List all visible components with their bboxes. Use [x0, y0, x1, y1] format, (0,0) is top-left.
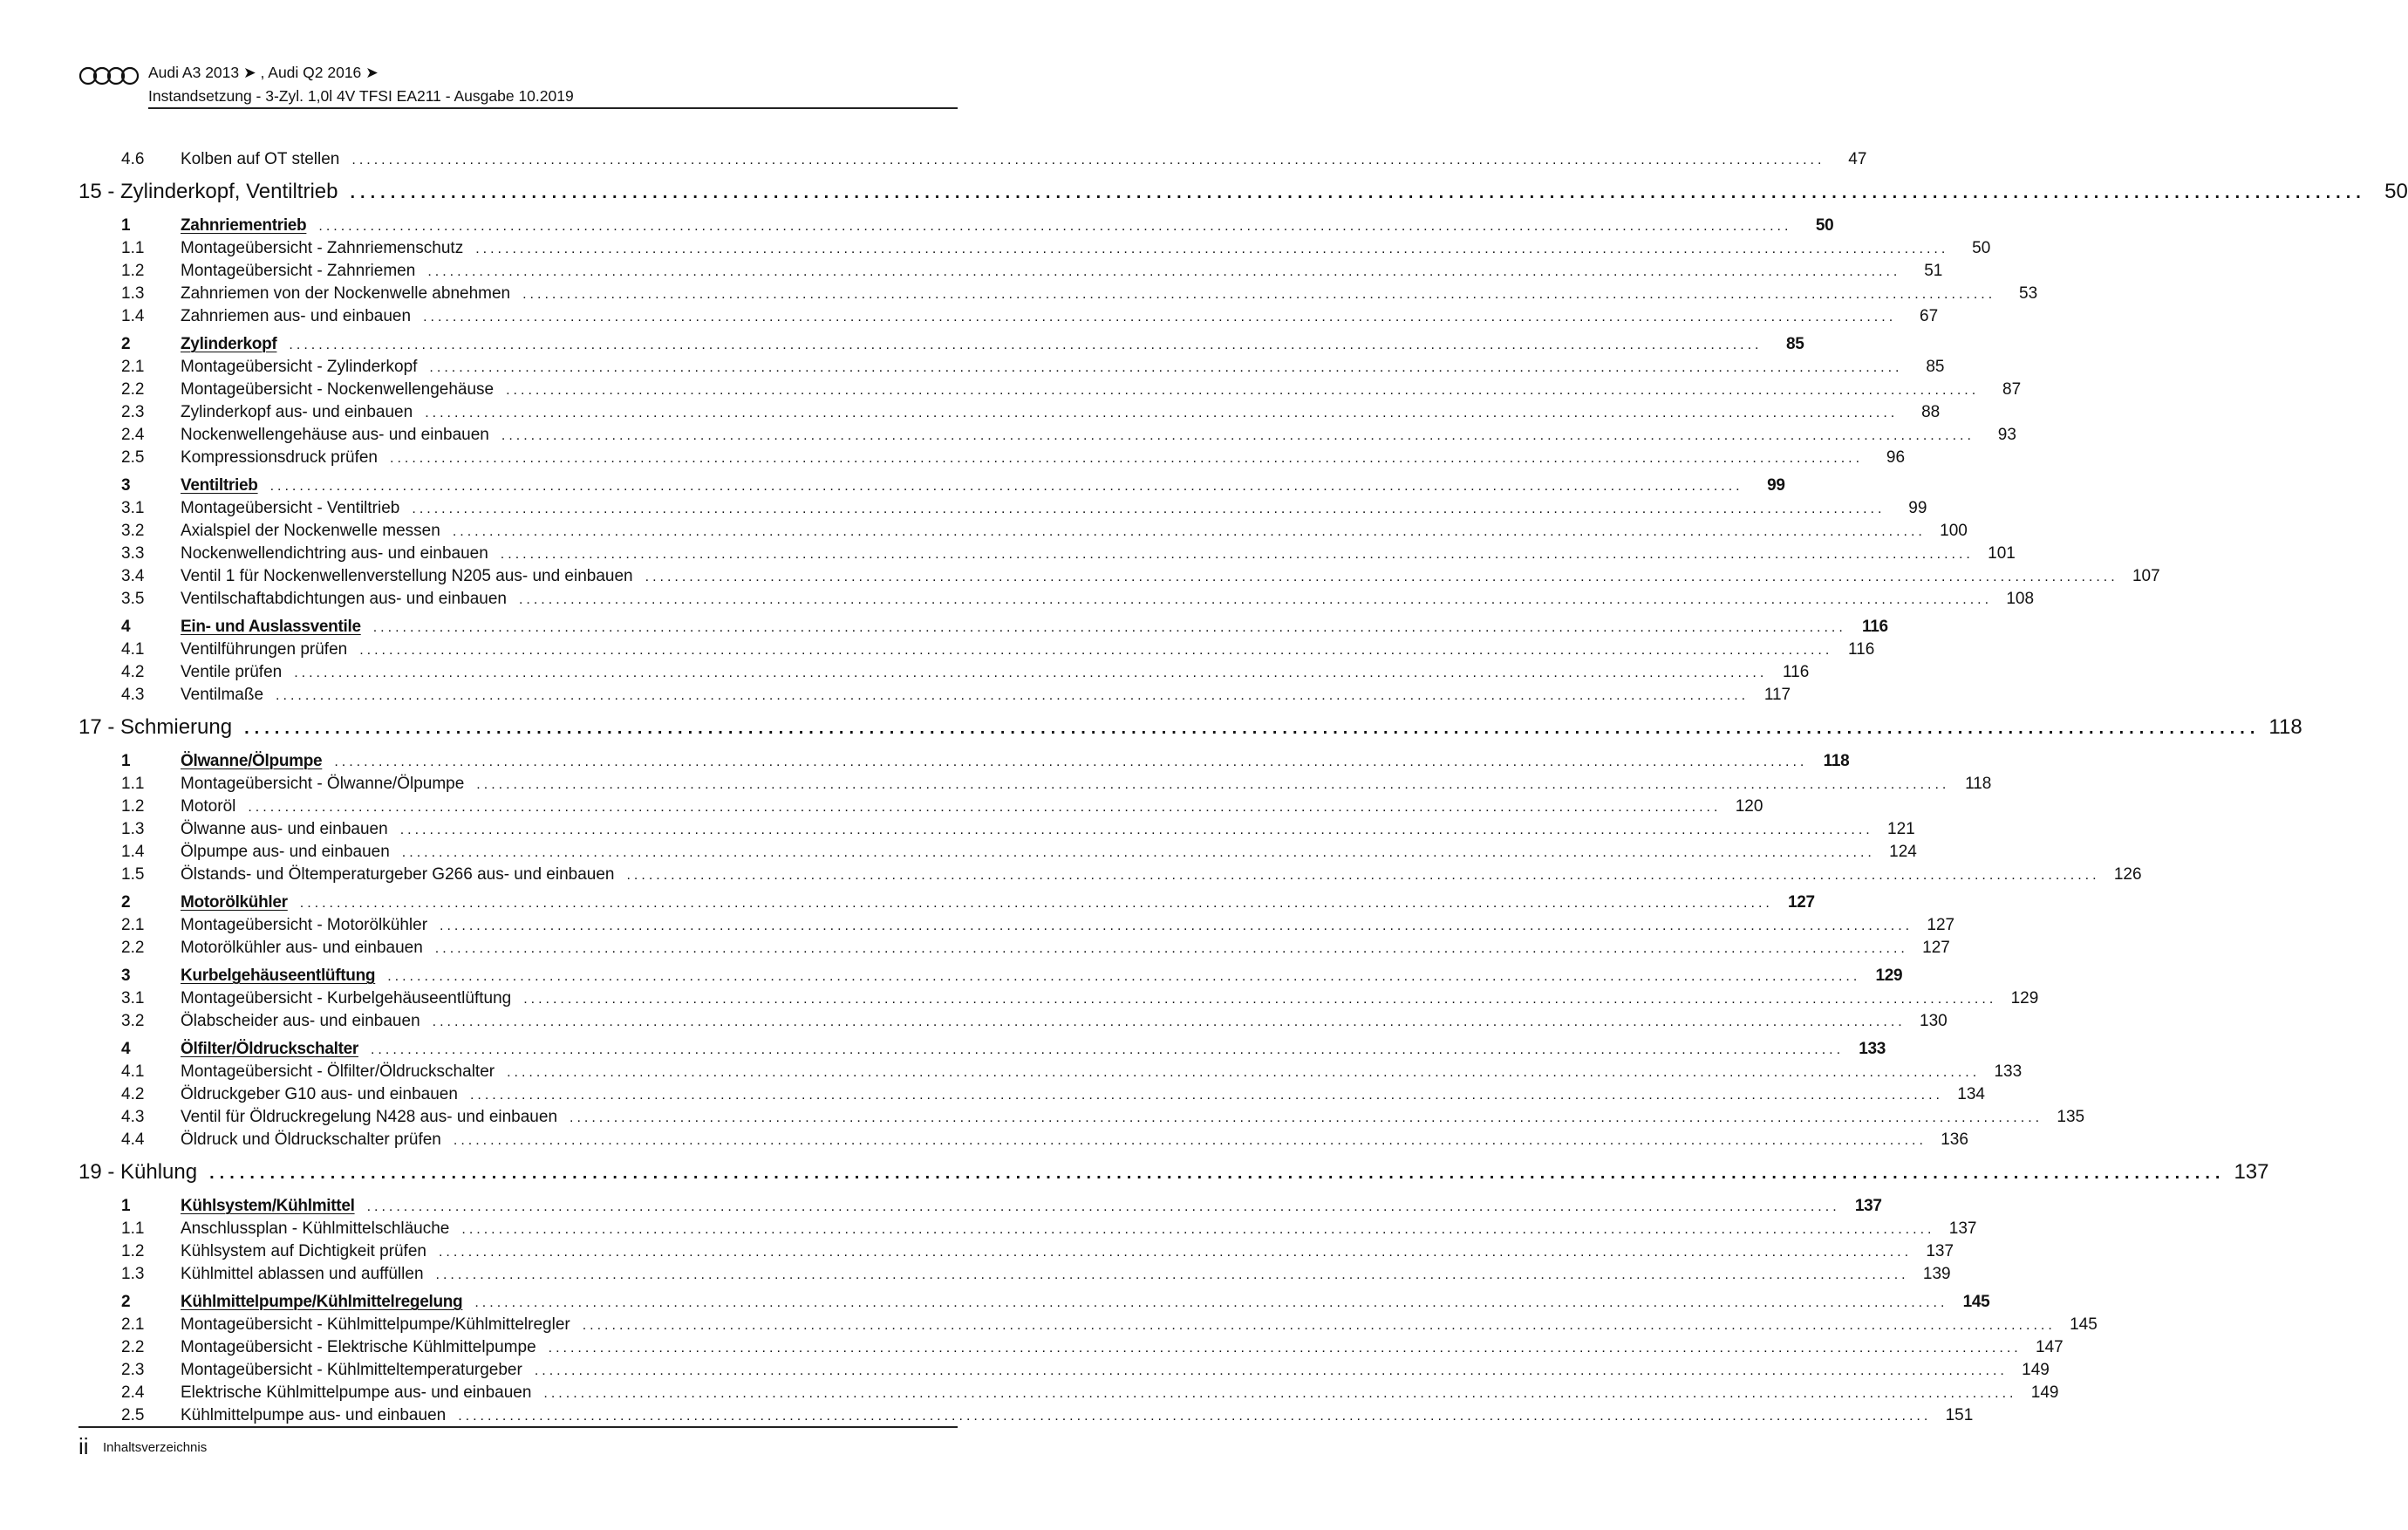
toc-entry-number: 2 — [121, 893, 131, 912]
toc-entry-page: 116 — [1847, 640, 1875, 659]
dot-leader: ........................................................................................................................................................................................................ — [501, 428, 1975, 443]
toc-entry-title: Kolben auf OT stellen — [181, 150, 340, 168]
toc-entry-page: 137 — [1854, 1197, 1882, 1215]
toc-entry-page: 47 — [1848, 150, 1867, 168]
toc-entry-number: 1 — [121, 1197, 131, 1215]
toc-entry-page: 53 — [2019, 284, 2038, 303]
toc-entry-page: 137 — [1926, 1242, 1954, 1260]
toc-entry-number: 3 — [121, 476, 131, 495]
dot-leader: ........................................................................................................................................................................................................ — [269, 479, 1743, 494]
toc-entry-page: 99 — [1767, 476, 1785, 495]
dot-leader: ........................................................................................................................................................................................................ — [645, 570, 2118, 584]
toc-entry-title: Ölstands- und Öltemperaturgeber G266 aus- und einbauen — [181, 865, 615, 884]
toc-entry[interactable] — [78, 1010, 1948, 1033]
toc-entry[interactable] — [78, 305, 1939, 328]
toc-entry-title: Montageübersicht - Elektrische Kühlmittelpumpe — [181, 1338, 536, 1356]
toc-entry[interactable] — [78, 661, 1810, 684]
toc-entry-number: 3.1 — [121, 989, 145, 1007]
toc-entry-page: 51 — [1924, 262, 1943, 280]
toc-entry-page: 50 — [1815, 216, 1834, 235]
footer-label: Inhaltsverzeichnis — [103, 1440, 208, 1455]
toc-entry-title: Öldruck und Öldruckschalter prüfen — [181, 1130, 441, 1149]
toc-section[interactable] — [78, 891, 1815, 914]
dot-leader: ........................................................................................................................................................................................................ — [425, 406, 1899, 420]
dot-leader: ........................................................................................................................................................................................................ — [582, 1318, 2056, 1333]
toc-entry-number: 3.2 — [121, 1012, 145, 1030]
toc-entry[interactable] — [78, 1336, 2064, 1359]
toc-entry-page: 133 — [1994, 1062, 2023, 1081]
toc-chapter[interactable] — [78, 174, 2408, 209]
toc-section[interactable] — [78, 215, 1834, 237]
toc-entry[interactable] — [78, 1083, 1985, 1106]
toc-entry-page: 133 — [1859, 1040, 1886, 1058]
toc-entry[interactable] — [78, 914, 1955, 937]
toc-entry-page: 85 — [1785, 335, 1804, 353]
dot-leader: ........................................................................................................................................................................................................ — [461, 1222, 1935, 1237]
toc-entry-title: Ölabscheider aus- und einbauen — [181, 1012, 420, 1030]
toc-chapter[interactable] — [78, 1155, 2269, 1190]
toc-entry-page: 126 — [2113, 865, 2142, 884]
toc-entry-number: 2.2 — [121, 1338, 145, 1356]
toc-entry-title: Ventile prüfen — [181, 663, 283, 681]
dot-leader: ........................................................................................................................................................................................................ — [429, 360, 1903, 375]
toc-entry[interactable] — [78, 565, 2160, 588]
toc-entry-page: 145 — [2070, 1315, 2098, 1334]
toc-entry[interactable] — [78, 401, 1941, 424]
toc-entry[interactable] — [78, 864, 2142, 886]
toc-entry-title: Zylinderkopf aus- und einbauen — [181, 403, 413, 421]
toc-entry-page: 118 — [2268, 715, 2302, 739]
toc-entry-title: Motoröl — [181, 797, 236, 816]
dot-leader: ........................................................................................................................................................................................................ — [399, 823, 1873, 837]
toc-entry-number: 1.5 — [121, 865, 145, 884]
toc-entry-title: Ventilmaße — [181, 686, 264, 704]
toc-entry-number: 1.2 — [121, 797, 145, 816]
toc-entry[interactable] — [78, 841, 1917, 864]
toc-entry-title: Kühlmittel ablassen und auffüllen — [181, 1265, 424, 1283]
toc-entry-number: 2.2 — [121, 380, 145, 399]
toc-entry[interactable] — [78, 356, 1945, 379]
toc-entry-title: Montageübersicht - Kühlmitteltemperaturgeber — [181, 1361, 522, 1379]
dot-leader: ........................................................................................................................................................................................................ — [412, 502, 1886, 516]
toc-entry[interactable] — [78, 1359, 2050, 1382]
toc-entry-title: Kurbelgehäuseentlüftung — [181, 966, 376, 985]
dot-leader: ........................................................................................................................................................................................................ — [299, 896, 1773, 911]
dot-leader: ........................................................................................................................................................................................................ — [435, 1267, 1909, 1282]
toc-entry-number: 3.5 — [121, 590, 145, 608]
toc-entry-page: 149 — [2022, 1361, 2050, 1379]
toc-entry-page: 87 — [2002, 380, 2022, 399]
dot-leader: ........................................................................................................................................................................................................ — [458, 1409, 1932, 1424]
toc-entry[interactable] — [78, 379, 2022, 401]
toc-entry-number: 2.5 — [121, 1406, 145, 1424]
toc-entry[interactable] — [78, 543, 2016, 565]
dot-leader: ........................................................................................................................................................................................................ — [351, 153, 1825, 167]
toc-entry-page: 137 — [1948, 1219, 1977, 1238]
dot-leader: ........................................................................................................................................................................................................ — [276, 688, 1750, 703]
toc-entry-number: 2.5 — [121, 448, 145, 467]
toc-entry-title: Ventiltrieb — [181, 476, 258, 495]
toc-entry-page: 137 — [2234, 1160, 2269, 1184]
toc-entry[interactable] — [78, 497, 1927, 520]
toc-entry-number: 2 — [121, 335, 131, 353]
toc-entry-number: 3.4 — [121, 567, 145, 585]
toc-entry[interactable] — [78, 237, 1991, 260]
toc-entry[interactable] — [78, 424, 2016, 447]
toc-entry-page: 118 — [1823, 752, 1850, 770]
toc-entry-title: Ventil 1 für Nockenwellenverstellung N205 aus- und einbauen — [181, 567, 633, 585]
dot-leader: ........................................................................................................................................................................................................ — [500, 547, 1974, 562]
dot-leader: ........................................................................................................................................................................................................ — [469, 1088, 1943, 1103]
toc-entry-title: Öldruckgeber G10 aus- und einbauen — [181, 1085, 458, 1103]
toc-entry-title: Zahnriemen von der Nockenwelle abnehmen — [181, 284, 511, 303]
toc-entry[interactable] — [78, 1061, 2023, 1083]
toc-entry-number: 3.3 — [121, 544, 145, 563]
toc-entry-page: 135 — [2057, 1108, 2085, 1126]
toc-entry[interactable] — [78, 818, 1915, 841]
toc-entry-number: 1.4 — [121, 307, 145, 325]
dot-leader: ........................................................................................................................................................................................................ — [401, 845, 1875, 860]
toc-entry-number: 3.1 — [121, 499, 145, 517]
toc-entry-number: 1.3 — [121, 284, 145, 303]
toc-entry-page: 101 — [1988, 544, 2016, 563]
dot-leader: ........................................................................................................................................................................................................ — [318, 219, 1792, 234]
toc-entry-number: 4 — [121, 618, 131, 636]
toc-entry-number: 4.3 — [121, 1108, 145, 1126]
toc-entry-page: 116 — [1862, 618, 1888, 636]
toc-entry-title: 17 - Schmierung — [78, 715, 233, 739]
dot-leader: ........................................................................................................................................................................................................ — [390, 451, 1864, 466]
toc-entry-title: Ein- und Auslassventile — [181, 618, 361, 636]
toc-entry-number: 1.1 — [121, 775, 145, 793]
toc-entry-number: 2.4 — [121, 426, 145, 444]
toc-entry-number: 4.1 — [121, 640, 145, 659]
dot-leader: ........................................................................................................................................................................................................ — [452, 524, 1926, 539]
toc-entry-number: 1.2 — [121, 1242, 145, 1260]
toc-entry-page: 118 — [1965, 775, 1992, 793]
toc-section[interactable] — [78, 475, 1785, 497]
dot-leader: ........................................................................................................................................................................................................ — [244, 719, 2261, 738]
toc-section[interactable] — [78, 1195, 1882, 1218]
toc-entry-title: Montageübersicht - Zylinderkopf — [181, 358, 418, 376]
toc-section[interactable] — [78, 333, 1804, 356]
dot-leader: ........................................................................................................................................................................................................ — [248, 800, 1722, 815]
toc-entry-number: 2.1 — [121, 916, 145, 934]
toc-entry-title: Motorölkühler — [181, 893, 288, 912]
toc-entry-page: 93 — [1997, 426, 2016, 444]
dot-leader: ........................................................................................................................................................................................................ — [370, 1042, 1845, 1057]
toc-entry-number: 2 — [121, 1293, 131, 1311]
toc-entry[interactable] — [78, 1129, 1968, 1151]
dot-leader: ........................................................................................................................................................................................................ — [294, 666, 1768, 680]
dot-leader: ........................................................................................................................................................................................................ — [289, 338, 1763, 352]
toc-entry-number: 4.2 — [121, 663, 145, 681]
toc-entry-page: 121 — [1887, 820, 1915, 838]
toc-entry-number: 4.4 — [121, 1130, 145, 1149]
toc-chapter[interactable] — [78, 710, 2302, 745]
toc-entry-number: 4.2 — [121, 1085, 145, 1103]
dot-leader: ........................................................................................................................................................................................................ — [548, 1341, 2022, 1356]
toc-entry-page: 124 — [1889, 843, 1917, 861]
toc-entry-number: 2.4 — [121, 1383, 145, 1402]
toc-entry-number: 3 — [121, 966, 131, 985]
toc-entry-title: Montageübersicht - Kühlmittelpumpe/Kühlmittelregler — [181, 1315, 570, 1334]
toc-entry[interactable] — [78, 1263, 1951, 1286]
dot-leader: ........................................................................................................................................................................................................ — [507, 1065, 1981, 1080]
toc-entry-title: Kühlsystem/Kühlmittel — [181, 1197, 355, 1215]
dot-leader: ........................................................................................................................................................................................................ — [570, 1110, 2043, 1125]
dot-leader: ........................................................................................................................................................................................................ — [440, 919, 1913, 933]
dot-leader: ........................................................................................................................................................................................................ — [522, 287, 1996, 302]
dot-leader: ........................................................................................................................................................................................................ — [626, 868, 2100, 883]
page-header — [78, 59, 958, 108]
toc-entry-number: 3.2 — [121, 522, 145, 540]
toc-section[interactable] — [78, 965, 1903, 987]
toc-entry[interactable] — [78, 1382, 2059, 1404]
header-rule — [148, 107, 958, 109]
toc-entry-title: Montageübersicht - Motorölkühler — [181, 916, 428, 934]
toc-entry-title: Montageübersicht - Ventiltrieb — [181, 499, 400, 517]
toc-entry[interactable] — [78, 639, 1875, 661]
header-title-line: Instandsetzung - 3-Zyl. 1,0l 4V TFSI EA211 - Ausgabe 10.2019 — [148, 87, 574, 105]
dot-leader: ........................................................................................................................................................................................................ — [334, 755, 1808, 769]
dot-leader: ........................................................................................................................................................................................................ — [359, 643, 1833, 658]
toc-entry-number: 2.3 — [121, 1361, 145, 1379]
dot-leader: ........................................................................................................................................................................................................ — [518, 592, 1993, 607]
toc-entry-title: Zahnriemen aus- und einbauen — [181, 307, 412, 325]
dot-leader: ........................................................................................................................................................................................................ — [453, 1133, 1927, 1148]
toc-section[interactable] — [78, 616, 1888, 639]
toc-entry-page: 130 — [1920, 1012, 1948, 1030]
toc-entry-title: 15 - Zylinderkopf, Ventiltrieb — [78, 180, 338, 203]
toc-entry-page: 129 — [1875, 966, 1903, 985]
toc-entry[interactable] — [78, 148, 1867, 171]
dot-leader: ........................................................................................................................................................................................................ — [434, 941, 1908, 956]
toc-entry[interactable] — [78, 1218, 1977, 1240]
toc-entry[interactable] — [78, 1404, 1974, 1427]
toc-entry-number: 2.1 — [121, 1315, 145, 1334]
toc-entry-title: Axialspiel der Nockenwelle messen — [181, 522, 440, 540]
toc-entry-title: Montageübersicht - Nockenwellengehäuse — [181, 380, 495, 399]
toc-entry-page: 127 — [1788, 893, 1815, 912]
audi-rings-logo — [78, 66, 140, 85]
table-of-contents — [78, 148, 2408, 1427]
toc-entry-title: Ölfilter/Öldruckschalter — [181, 1040, 358, 1058]
toc-entry-page: 149 — [2030, 1383, 2059, 1402]
toc-entry-title: Zahnriementrieb — [181, 216, 307, 235]
toc-entry-title: Anschlussplan - Kühlmittelschläuche — [181, 1219, 450, 1238]
toc-entry-title: Zylinderkopf — [181, 335, 277, 353]
toc-entry-page: 117 — [1763, 686, 1791, 704]
toc-entry-number: 4 — [121, 1040, 131, 1058]
toc-entry-title: Kühlmittelpumpe/Kühlmittelregelung — [181, 1293, 463, 1311]
toc-entry-title: Kühlmittelpumpe aus- und einbauen — [181, 1406, 447, 1424]
toc-section[interactable] — [78, 750, 1850, 773]
toc-entry-page: 50 — [1972, 239, 1991, 257]
toc-entry-number: 4.3 — [121, 686, 145, 704]
toc-entry-page: 139 — [1922, 1265, 1951, 1283]
toc-entry-title: Ölpumpe aus- und einbauen — [181, 843, 390, 861]
toc-entry[interactable] — [78, 283, 2038, 305]
toc-entry-number: 1.3 — [121, 1265, 145, 1283]
toc-entry-page: 50 — [2384, 180, 2408, 203]
toc-entry-title: Nockenwellengehäuse aus- und einbauen — [181, 426, 489, 444]
dot-leader: ........................................................................................................................................................................................................ — [476, 777, 1950, 792]
toc-entry-title: Kühlsystem auf Dichtigkeit prüfen — [181, 1242, 426, 1260]
footer-rule — [78, 1426, 958, 1428]
toc-entry-page: 116 — [1782, 663, 1810, 681]
toc-entry-title: Montageübersicht - Ölwanne/Ölpumpe — [181, 775, 465, 793]
toc-entry[interactable] — [78, 1106, 2085, 1129]
toc-entry-page: 147 — [2036, 1338, 2064, 1356]
toc-entry-number: 1.1 — [121, 239, 145, 257]
toc-entry-title: Ventil für Öldruckregelung N428 aus- und einbauen — [181, 1108, 558, 1126]
toc-entry-page: 136 — [1941, 1130, 1968, 1149]
toc-entry-title: Ölwanne/Ölpumpe — [181, 752, 323, 770]
toc-entry-title: Motorölkühler aus- und einbauen — [181, 939, 423, 957]
header-vehicle-line: Audi A3 2013 ➤ , Audi Q2 2016 ➤ — [148, 64, 379, 81]
toc-entry[interactable] — [78, 260, 1943, 283]
toc-entry-title: Montageübersicht - Zahnriemenschutz — [181, 239, 464, 257]
footer-page-number: ii — [78, 1433, 89, 1459]
toc-entry-page: 96 — [1886, 448, 1906, 467]
toc-entry[interactable] — [78, 937, 1950, 960]
toc-entry-title: Ventilschaftabdichtungen aus- und einbauen — [181, 590, 507, 608]
toc-entry-page: 107 — [2132, 567, 2160, 585]
dot-leader: ........................................................................................................................................................................................................ — [438, 1245, 1913, 1260]
toc-entry-page: 85 — [1926, 358, 1945, 376]
toc-entry-page: 108 — [2006, 590, 2035, 608]
toc-entry-title: Montageübersicht - Kurbelgehäuseentlüftung — [181, 989, 512, 1007]
toc-entry-title: Montageübersicht - Zahnriemen — [181, 262, 416, 280]
toc-entry-page: 127 — [1922, 939, 1950, 957]
toc-entry-number: 4.1 — [121, 1062, 145, 1081]
toc-entry[interactable] — [78, 796, 1763, 818]
toc-entry-number: 1 — [121, 216, 131, 235]
dot-leader: ........................................................................................................................................................................................................ — [372, 620, 1846, 635]
toc-entry[interactable] — [78, 684, 1791, 707]
toc-entry-number: 1 — [121, 752, 131, 770]
dot-leader: ........................................................................................................................................................................................................ — [350, 183, 2366, 202]
toc-entry-page: 129 — [2010, 989, 2039, 1007]
toc-entry-number: 2.1 — [121, 358, 145, 376]
toc-entry-title: Kompressionsdruck prüfen — [181, 448, 378, 467]
dot-leader: ........................................................................................................................................................................................................ — [523, 992, 1997, 1007]
dot-leader: ........................................................................................................................................................................................................ — [474, 1295, 1948, 1310]
toc-entry[interactable] — [78, 520, 1968, 543]
dot-leader: ........................................................................................................................................................................................................ — [475, 242, 1949, 256]
toc-entry-page: 67 — [1920, 307, 1939, 325]
toc-entry-page: 151 — [1945, 1406, 1974, 1424]
toc-entry-title: Elektrische Kühlmittelpumpe aus- und einbauen — [181, 1383, 532, 1402]
toc-entry-title: Montageübersicht - Ölfilter/Öldruckschalter — [181, 1062, 495, 1081]
toc-section[interactable] — [78, 1291, 1990, 1314]
toc-entry-number: 1.1 — [121, 1219, 145, 1238]
toc-entry[interactable] — [78, 1314, 2098, 1336]
toc-entry[interactable] — [78, 588, 2035, 611]
toc-entry-page: 88 — [1921, 403, 1941, 421]
toc-entry-title: Nockenwellendichtring aus- und einbauen — [181, 544, 488, 563]
dot-leader: ........................................................................................................................................................................................................ — [423, 310, 1897, 324]
toc-entry-number: 4.6 — [121, 150, 145, 168]
dot-leader: ........................................................................................................................................................................................................ — [543, 1386, 2017, 1401]
toc-entry-page: 99 — [1908, 499, 1927, 517]
toc-entry-page: 145 — [1962, 1293, 1990, 1311]
toc-entry[interactable] — [78, 773, 1992, 796]
dot-leader: ........................................................................................................................................................................................................ — [209, 1164, 2226, 1183]
toc-entry-page: 127 — [1927, 916, 1955, 934]
toc-entry-page: 100 — [1940, 522, 1968, 540]
toc-entry-number: 1.2 — [121, 262, 145, 280]
dot-leader: ........................................................................................................................................................................................................ — [427, 264, 1901, 279]
toc-entry[interactable] — [78, 447, 1906, 469]
dot-leader: ........................................................................................................................................................................................................ — [432, 1014, 1906, 1029]
dot-leader: ........................................................................................................................................................................................................ — [534, 1363, 2008, 1378]
dot-leader: ........................................................................................................................................................................................................ — [387, 969, 1861, 984]
toc-entry-page: 120 — [1735, 797, 1763, 816]
toc-entry-number: 1.3 — [121, 820, 145, 838]
dot-leader: ........................................................................................................................................................................................................ — [366, 1199, 1840, 1214]
toc-entry-number: 2.2 — [121, 939, 145, 957]
toc-entry-number: 2.3 — [121, 403, 145, 421]
toc-section[interactable] — [78, 1038, 1886, 1061]
toc-entry-title: Ölwanne aus- und einbauen — [181, 820, 388, 838]
toc-entry[interactable] — [78, 987, 2039, 1010]
toc-entry[interactable] — [78, 1240, 1954, 1263]
toc-entry-page: 134 — [1957, 1085, 1985, 1103]
toc-entry-number: 1.4 — [121, 843, 145, 861]
toc-entry-title: Ventilführungen prüfen — [181, 640, 348, 659]
dot-leader: ........................................................................................................................................................................................................ — [506, 383, 1980, 398]
toc-entry-title: 19 - Kühlung — [78, 1160, 198, 1184]
